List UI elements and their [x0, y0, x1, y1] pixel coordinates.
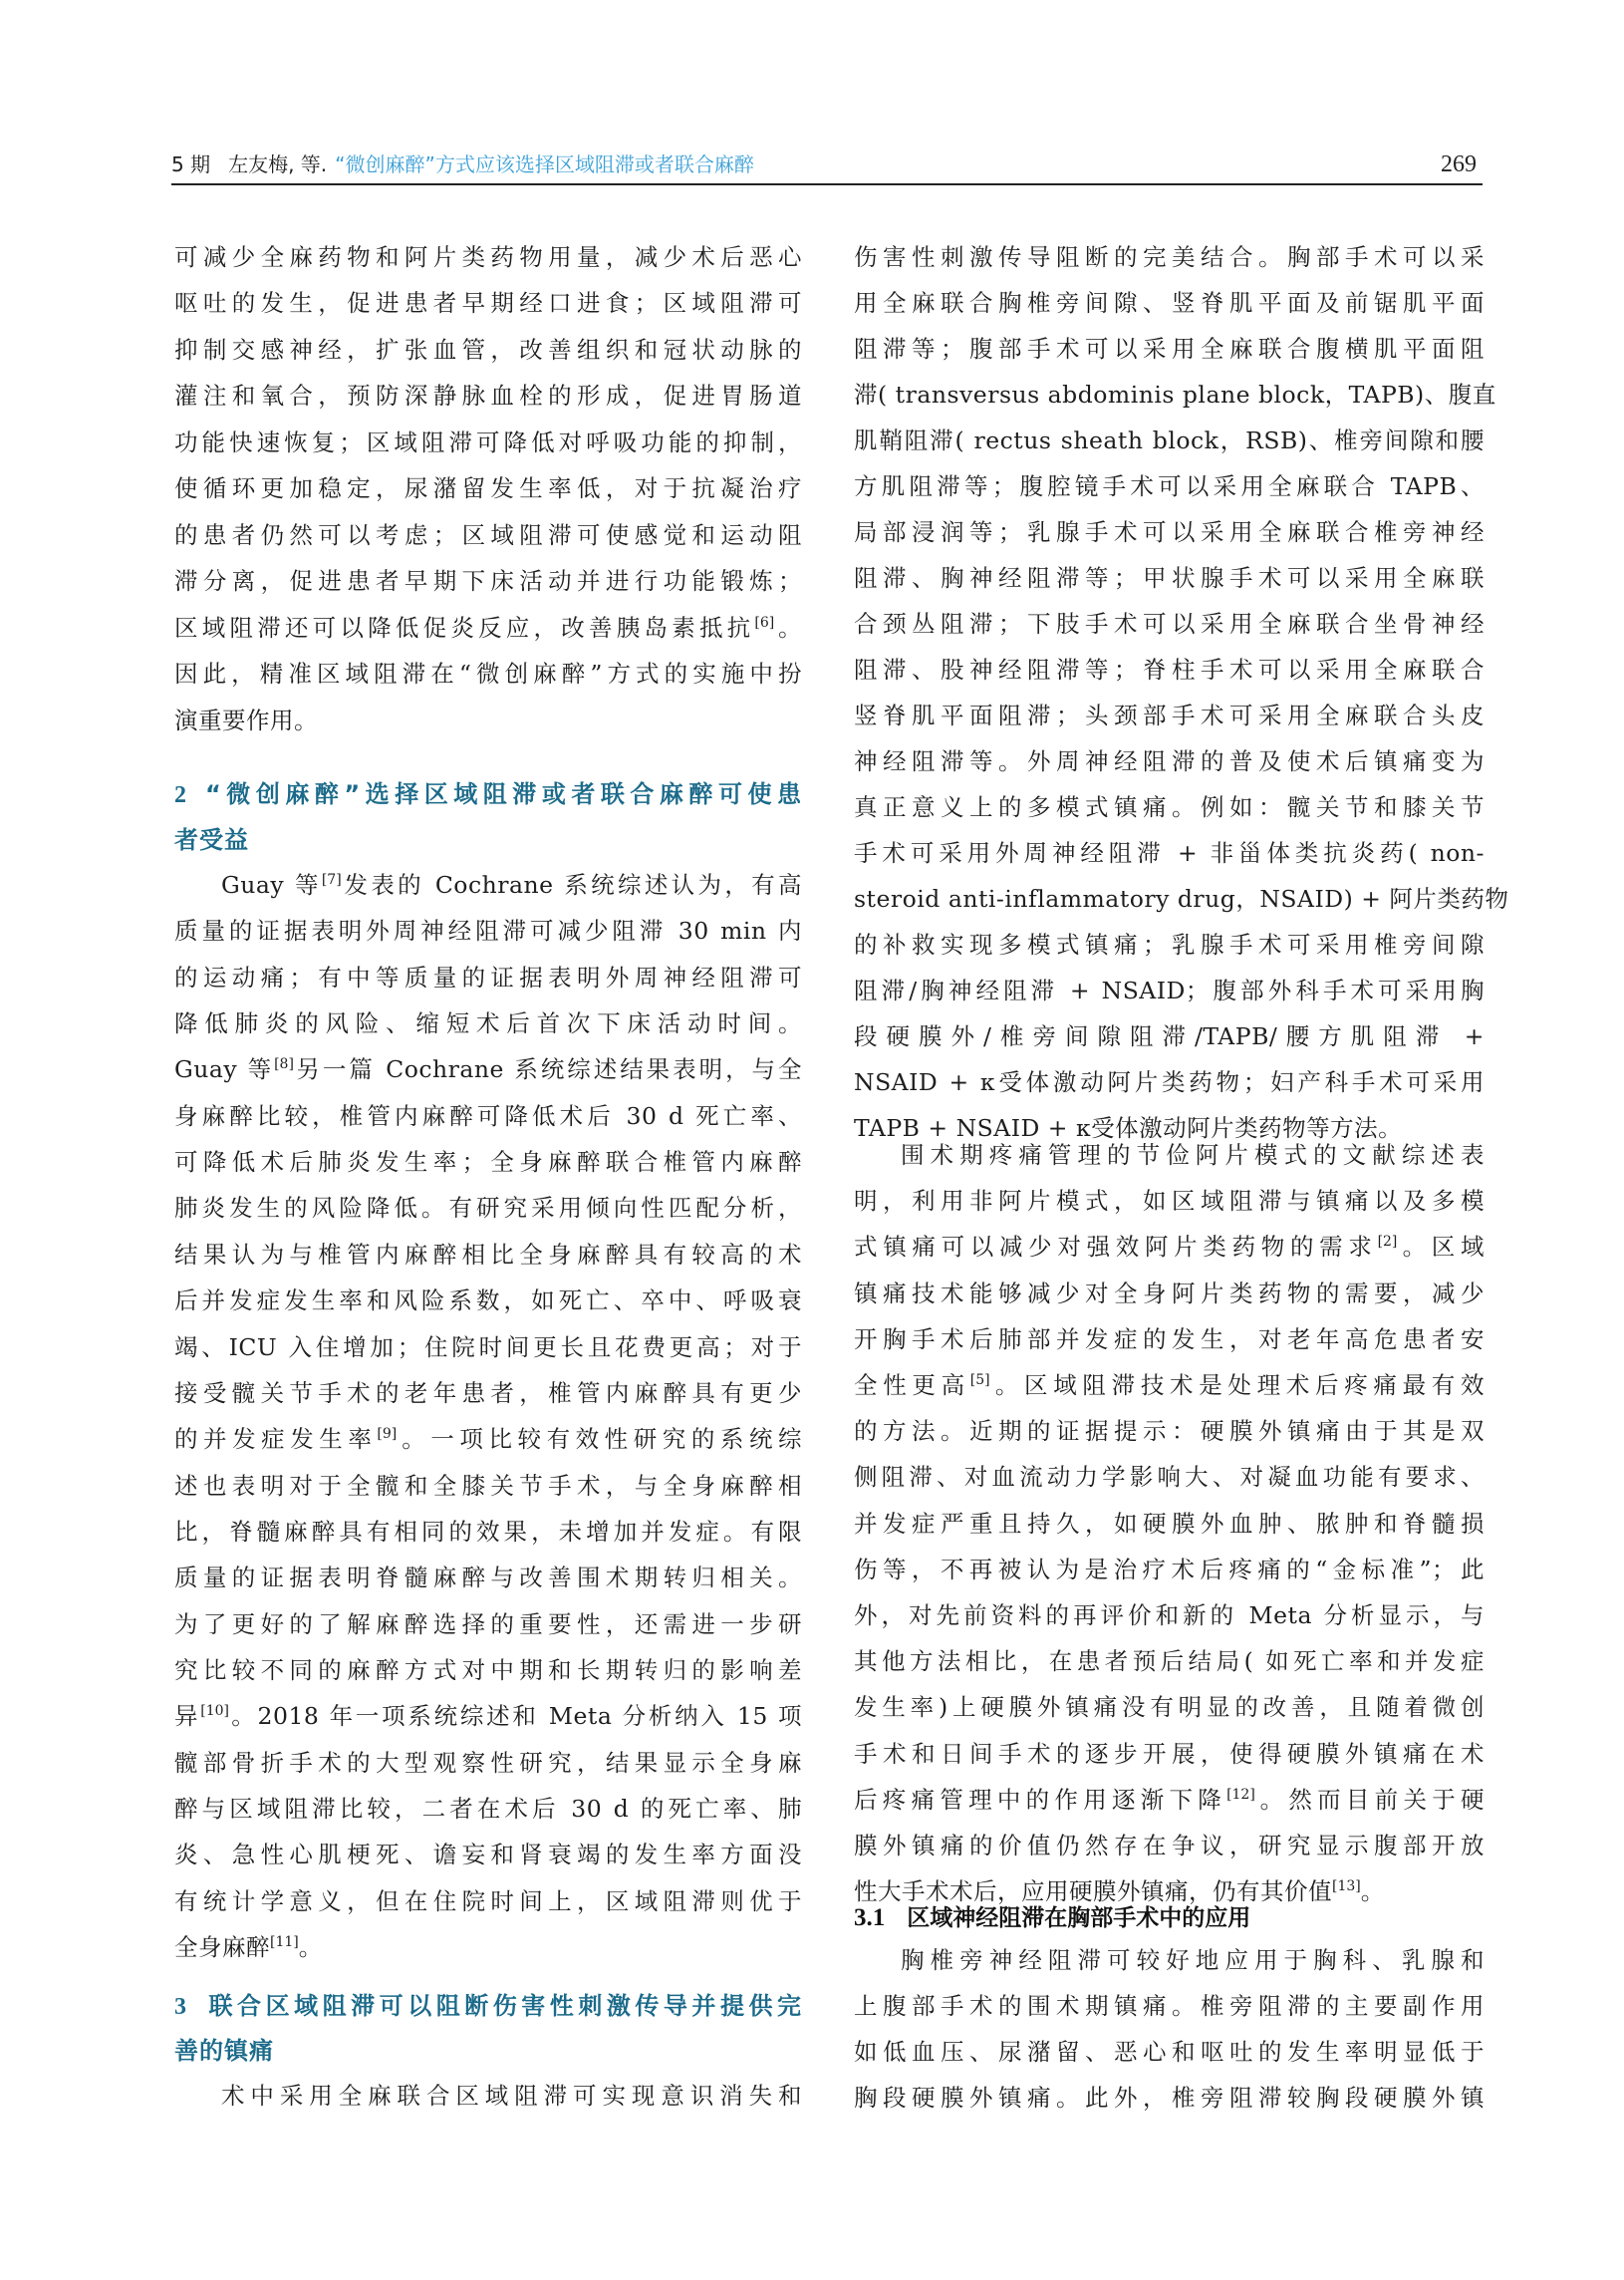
text-run: 侧阻滞、对血流动力学影响大、对凝血功能有要求、 — [854, 1463, 1485, 1491]
text-run: 全性更高 — [854, 1371, 970, 1399]
text-line — [854, 1507, 1485, 1541]
text-line — [174, 914, 802, 948]
text-line: 滞分离，促进患者早期下床活动并进行功能锻炼； — [174, 567, 802, 595]
text-line — [854, 1598, 1485, 1632]
text-run: 后并发症发生率和风险系数，如死亡、卒中、呼吸衰 — [174, 1286, 802, 1314]
text-run: 神经阻滞等。外周神经阻滞的普及使术后镇痛变为 — [854, 747, 1485, 775]
text-run: 。 — [298, 1933, 323, 1961]
citation: [12] — [1226, 1787, 1255, 1803]
text-run: TAPB + NSAID + κ受体激动阿片类药物等方法。 — [854, 1114, 1403, 1142]
text-run: 。一项比较有效性研究的系统综 — [397, 1425, 803, 1453]
text-line — [854, 1644, 1485, 1678]
citation: [10] — [200, 1703, 230, 1719]
text-line — [854, 561, 1485, 595]
text-run: 上腹部手术的围术期镇痛。椎旁阻滞的主要副作用 — [854, 1992, 1485, 2020]
text-run: 的方法。近期的证据提示：硬膜外镇痛由于其是双 — [854, 1417, 1485, 1445]
text-run: 滞( transversus abdominis plane block，TAPB)、腹直 — [854, 381, 1496, 409]
text-line: 呕吐的发生，促进患者早期经口进食；区域阻滞可 — [174, 289, 802, 317]
text-line: 可减少全麻药物和阿片类药物用量，减少术后恶心 — [174, 243, 802, 271]
section-title: 区域神经阻滞在胸部手术中的应用 — [907, 1905, 1251, 1931]
text-line — [854, 240, 1485, 274]
text-line — [854, 790, 1485, 824]
text-line — [854, 1553, 1485, 1586]
text-run: 降低肺炎的风险、缩短术后首次下床活动时间。 — [174, 1009, 802, 1037]
text-line — [854, 974, 1485, 1007]
text-line — [174, 1052, 802, 1086]
text-line — [854, 515, 1485, 549]
text-run: 如低血压、尿潴留、恶心和呕吐的发生率明显低于 — [854, 2038, 1485, 2066]
authors: 左友梅, 等. — [228, 152, 328, 176]
text-run: 接受髋关节手术的老年患者，椎管内麻醉具有更少 — [174, 1379, 802, 1407]
section-title: 联合区域阻滞可以阻断伤害性刺激传导并提供完 — [205, 1992, 802, 2020]
text-line — [174, 1238, 802, 1272]
text-line — [174, 1469, 802, 1503]
text-line — [854, 882, 1509, 916]
text-run: 并发症严重且持久，如硬膜外血肿、脓肿和脊髓损 — [854, 1510, 1485, 1538]
text-run: 段硬膜外/椎旁间隙阻滞/TAPB/腰方肌阻滞 + — [854, 1022, 1485, 1050]
text-run: 其他方法相比，在患者预后结局( 如死亡率和并发症 — [854, 1647, 1485, 1675]
text-line — [854, 332, 1485, 366]
text-run: 身麻醉比较，椎管内麻醉可降低术后 30 d 死亡率、 — [174, 1102, 802, 1130]
text-line — [854, 653, 1485, 687]
text-line: 使循环更加稳定，尿潴留发生率低，对于抗凝治疗 — [174, 474, 802, 502]
text-line — [174, 1884, 802, 1918]
text-run: 膜外镇痛的价值仍然存在争议，研究显示腹部开放 — [854, 1832, 1485, 1859]
text-line — [854, 1322, 1485, 1356]
text-run: 镇痛技术能够减少对全身阿片类药物的需要，减少 — [854, 1280, 1485, 1307]
text-line — [854, 2035, 1485, 2069]
text-run: 围术期疼痛管理的节俭阿片模式的文献综述表 — [901, 1141, 1485, 1169]
text-run: 髋部骨折手术的大型观察性研究，结果显示全身麻 — [174, 1749, 802, 1777]
text-run: 胸椎旁神经阻滞可较好地应用于胸科、乳腺和 — [901, 1946, 1485, 1974]
text-line — [854, 1829, 1485, 1862]
text-run: 性大手术术后，应用硬膜外镇痛，仍有其价值 — [854, 1877, 1332, 1905]
text-run: 用全麻联合胸椎旁间隙、竖脊肌平面及前锯肌平面 — [854, 289, 1485, 317]
text-run: 醉与区域阻滞比较，二者在术后 30 d 的死亡率、肺 — [174, 1795, 802, 1823]
text-line — [174, 1607, 802, 1641]
text-line: 术中采用全麻联合区域阻滞可实现意识消失和 — [221, 2082, 802, 2110]
citation: [2] — [1377, 1234, 1398, 1250]
text-run: 炎、急性心肌梗死、谵妄和肾衰竭的发生率方面没 — [174, 1841, 802, 1868]
text-line: 的患者仍然可以考虑；区域阻滞可使感觉和运动阻 — [174, 521, 802, 549]
text-run: 比，脊髓麻醉具有相同的效果，未增加并发症。有限 — [174, 1518, 802, 1546]
text-run: 明，利用非阿片模式，如区域阻滞与镇痛以及多模 — [854, 1187, 1485, 1215]
text-line — [854, 836, 1485, 870]
section-number: 3.1 — [854, 1904, 886, 1931]
citation: [9] — [377, 1426, 398, 1442]
citation: [6] — [754, 615, 775, 631]
text-run: 质量的证据表明脊髓麻醉与改善围术期转归相关。 — [174, 1564, 802, 1591]
text-line — [174, 1930, 802, 1964]
section-heading-3-cont: 善的镇痛 — [174, 2037, 274, 2065]
text-line — [854, 378, 1496, 412]
text-line — [174, 1283, 802, 1317]
text-line — [854, 2081, 1485, 2115]
running-header-text — [171, 149, 754, 179]
section-heading-3 — [174, 1988, 802, 2024]
text-run: 全身麻醉 — [174, 1933, 270, 1961]
text-line — [174, 1746, 802, 1780]
text-line — [854, 286, 1485, 320]
text-run: 开胸手术后肺部并发症的发生，对老年高危患者安 — [854, 1325, 1485, 1353]
text-line: 因此，精准区域阻滞在“微创麻醉”方式的实施中扮 — [174, 660, 802, 688]
text-line — [854, 1414, 1485, 1448]
text-line — [174, 1792, 802, 1826]
text-line — [854, 1019, 1485, 1053]
text-line — [174, 868, 802, 902]
text-line — [854, 1277, 1485, 1310]
text-run: 后疼痛管理中的作用逐渐下降 — [854, 1786, 1227, 1814]
text-run: 方肌阻滞等；腹腔镜手术可以采用全麻联合 TAPB、 — [854, 472, 1485, 500]
text-run: 肌鞘阻滞( rectus sheath block，RSB)、椎旁间隙和腰 — [854, 427, 1485, 454]
citation: [8] — [274, 1056, 294, 1072]
text-run: 有统计学意义，但在住院时间上，区域阻滞则优于 — [174, 1887, 802, 1915]
section-number: 3 — [174, 1994, 187, 2020]
text-run: 肺炎发生的风险降低。有研究采用倾向性匹配分析， — [174, 1194, 802, 1222]
text-run: 究比较不同的麻醉方式对中期和长期转归的影响差 — [174, 1656, 802, 1684]
text-line — [174, 1145, 802, 1179]
text-line — [174, 1376, 802, 1410]
text-line — [174, 1838, 802, 1871]
text-run: 式镇痛可以减少对强效阿片类药物的需求 — [854, 1233, 1378, 1261]
text-run: 。2018 年一项系统综述和 Meta 分析纳入 15 项 — [229, 1702, 802, 1730]
text-run: 的运动痛；有中等质量的证据表明外周神经阻滞可 — [174, 964, 802, 992]
header-rule — [171, 183, 1483, 185]
text-line — [174, 1330, 802, 1364]
text-run: 。区域 — [1397, 1233, 1486, 1261]
text-run: 述也表明对于全髋和全膝关节手术，与全身麻醉相 — [174, 1472, 802, 1500]
text-run: 伤害性刺激传导阻断的完美结合。胸部手术可以采 — [854, 243, 1485, 271]
text-line — [854, 1230, 1485, 1264]
text-run: 阻滞、胸神经阻滞等；甲状腺手术可以采用全麻联 — [854, 564, 1485, 592]
text-line — [854, 1138, 1485, 1172]
text-line: 功能快速恢复；区域阻滞可降低对呼吸功能的抑制， — [174, 428, 802, 456]
text-run: 的补救实现多模式镇痛；乳腺手术可采用椎旁间隙 — [854, 931, 1485, 959]
text-run: NSAID + κ受体激动阿片类药物；妇产科手术可采用 — [854, 1068, 1485, 1096]
text-line — [854, 1065, 1485, 1099]
text-line: 抑制交感神经，扩张血管，改善组织和冠状动脉的 — [174, 336, 802, 364]
section-number: 2 — [174, 782, 187, 808]
text-line — [174, 1422, 802, 1456]
citation: [5] — [969, 1372, 990, 1388]
text-run: 。 — [774, 614, 802, 642]
text-run: 阻滞等；腹部手术可以采用全麻联合腹横肌平面阻 — [854, 335, 1485, 363]
text-run: 可降低术后肺炎发生率；全身麻醉联合椎管内麻醉 — [174, 1148, 802, 1176]
text-run: 发生率)上硬膜外镇痛没有明显的改善，且随着微创 — [854, 1693, 1485, 1721]
text-run: 竖脊肌平面阻滞；头颈部手术可采用全麻联合头皮 — [854, 702, 1485, 729]
section-title: “微创麻醉”选择区域阻滞或者联合麻醉可使患 — [205, 780, 802, 808]
citation: [13] — [1332, 1878, 1361, 1894]
text-line: 演重要作用。 — [174, 707, 318, 734]
text-line — [854, 1690, 1485, 1724]
text-line — [854, 699, 1485, 732]
text-run: 阻滞/胸神经阻滞 + NSAID；腹部外科手术可采用胸 — [854, 977, 1485, 1004]
text-run: 胸段硬膜外镇痛。此外，椎旁阻滞较胸段硬膜外镇 — [854, 2084, 1485, 2112]
text-line — [854, 1989, 1485, 2023]
text-run: 真正意义上的多模式镇痛。例如：髋关节和膝关节 — [854, 793, 1485, 821]
text-line — [174, 1006, 802, 1040]
text-run: 手术可采用外周神经阻滞 + 非甾体类抗炎药( non- — [854, 839, 1485, 867]
page-number: 269 — [1441, 151, 1477, 177]
text-line — [174, 1561, 802, 1594]
text-run: 阻滞、股神经阻滞等；脊柱手术可以采用全麻联合 — [854, 656, 1485, 684]
text-line — [854, 1737, 1485, 1771]
section-heading-2 — [174, 776, 802, 812]
text-line — [854, 424, 1485, 457]
text-line — [854, 1184, 1485, 1218]
issue-number: 5 期 — [171, 152, 211, 176]
text-run: 。然而目前关于硬 — [1254, 1786, 1486, 1814]
text-line — [854, 1783, 1485, 1817]
text-line — [854, 1943, 1485, 1977]
text-line — [174, 1191, 802, 1225]
text-line — [174, 1699, 802, 1733]
text-line — [854, 928, 1485, 962]
text-run: 。 — [1360, 1877, 1385, 1905]
text-run: 异 — [174, 1702, 201, 1730]
text-run: 另一篇 Cochrane 系统综述结果表明，与全 — [293, 1055, 802, 1083]
text-run: 竭、ICU 入住增加；住院时间更长且花费更高；对于 — [174, 1333, 802, 1361]
text-line — [854, 607, 1485, 641]
text-line — [174, 611, 802, 645]
text-run: Guay 等 — [221, 871, 322, 899]
text-line — [854, 1368, 1485, 1402]
text-run: Guay 等 — [174, 1055, 275, 1083]
text-line: 灌注和氧合，预防深静脉血栓的形成，促进胃肠道 — [174, 382, 802, 410]
text-run: 局部浸润等；乳腺手术可以采用全麻联合椎旁神经 — [854, 518, 1485, 546]
text-line — [174, 1515, 802, 1549]
text-line — [854, 1460, 1485, 1494]
text-run: 发表的 Cochrane 系统综述认为，有高 — [341, 871, 803, 899]
text-line — [854, 744, 1485, 778]
text-run: 伤等，不再被认为是治疗术后疼痛的“金标准”；此 — [854, 1556, 1485, 1583]
text-run: 质量的证据表明外周神经阻滞可减少阻滞 30 min 内 — [174, 917, 802, 945]
text-line — [174, 1099, 802, 1133]
text-run: 手术和日间手术的逐步开展，使得硬膜外镇痛在术 — [854, 1740, 1485, 1768]
text-run: 区域阻滞还可以降低促炎反应，改善胰岛素抵抗 — [174, 614, 755, 642]
article-title: “微创麻醉”方式应该选择区域阻滞或者联合麻醉 — [335, 152, 754, 176]
text-run: 外，对先前资料的再评价和新的 Meta 分析显示，与 — [854, 1601, 1485, 1629]
section-heading-2-cont: 者受益 — [174, 826, 249, 854]
text-line — [174, 961, 802, 995]
text-run: steroid anti-inflammatory drug，NSAID) + 阿片类药物 — [854, 885, 1509, 913]
text-run: 结果认为与椎管内麻醉相比全身麻醉具有较高的术 — [174, 1241, 802, 1269]
citation: [11] — [270, 1934, 299, 1950]
text-line — [854, 469, 1485, 503]
subsection-heading-3-1 — [854, 1900, 1485, 1936]
text-run: 的并发症发生率 — [174, 1425, 378, 1453]
running-header — [171, 149, 1483, 183]
text-run: 。区域阻滞技术是处理术后疼痛最有效 — [989, 1371, 1486, 1399]
text-run: 合颈丛阻滞；下肢手术可以采用全麻联合坐骨神经 — [854, 610, 1485, 638]
text-run: 为了更好的了解麻醉选择的重要性，还需进一步研 — [174, 1610, 802, 1638]
text-line — [174, 1653, 802, 1687]
citation: [7] — [321, 872, 342, 888]
